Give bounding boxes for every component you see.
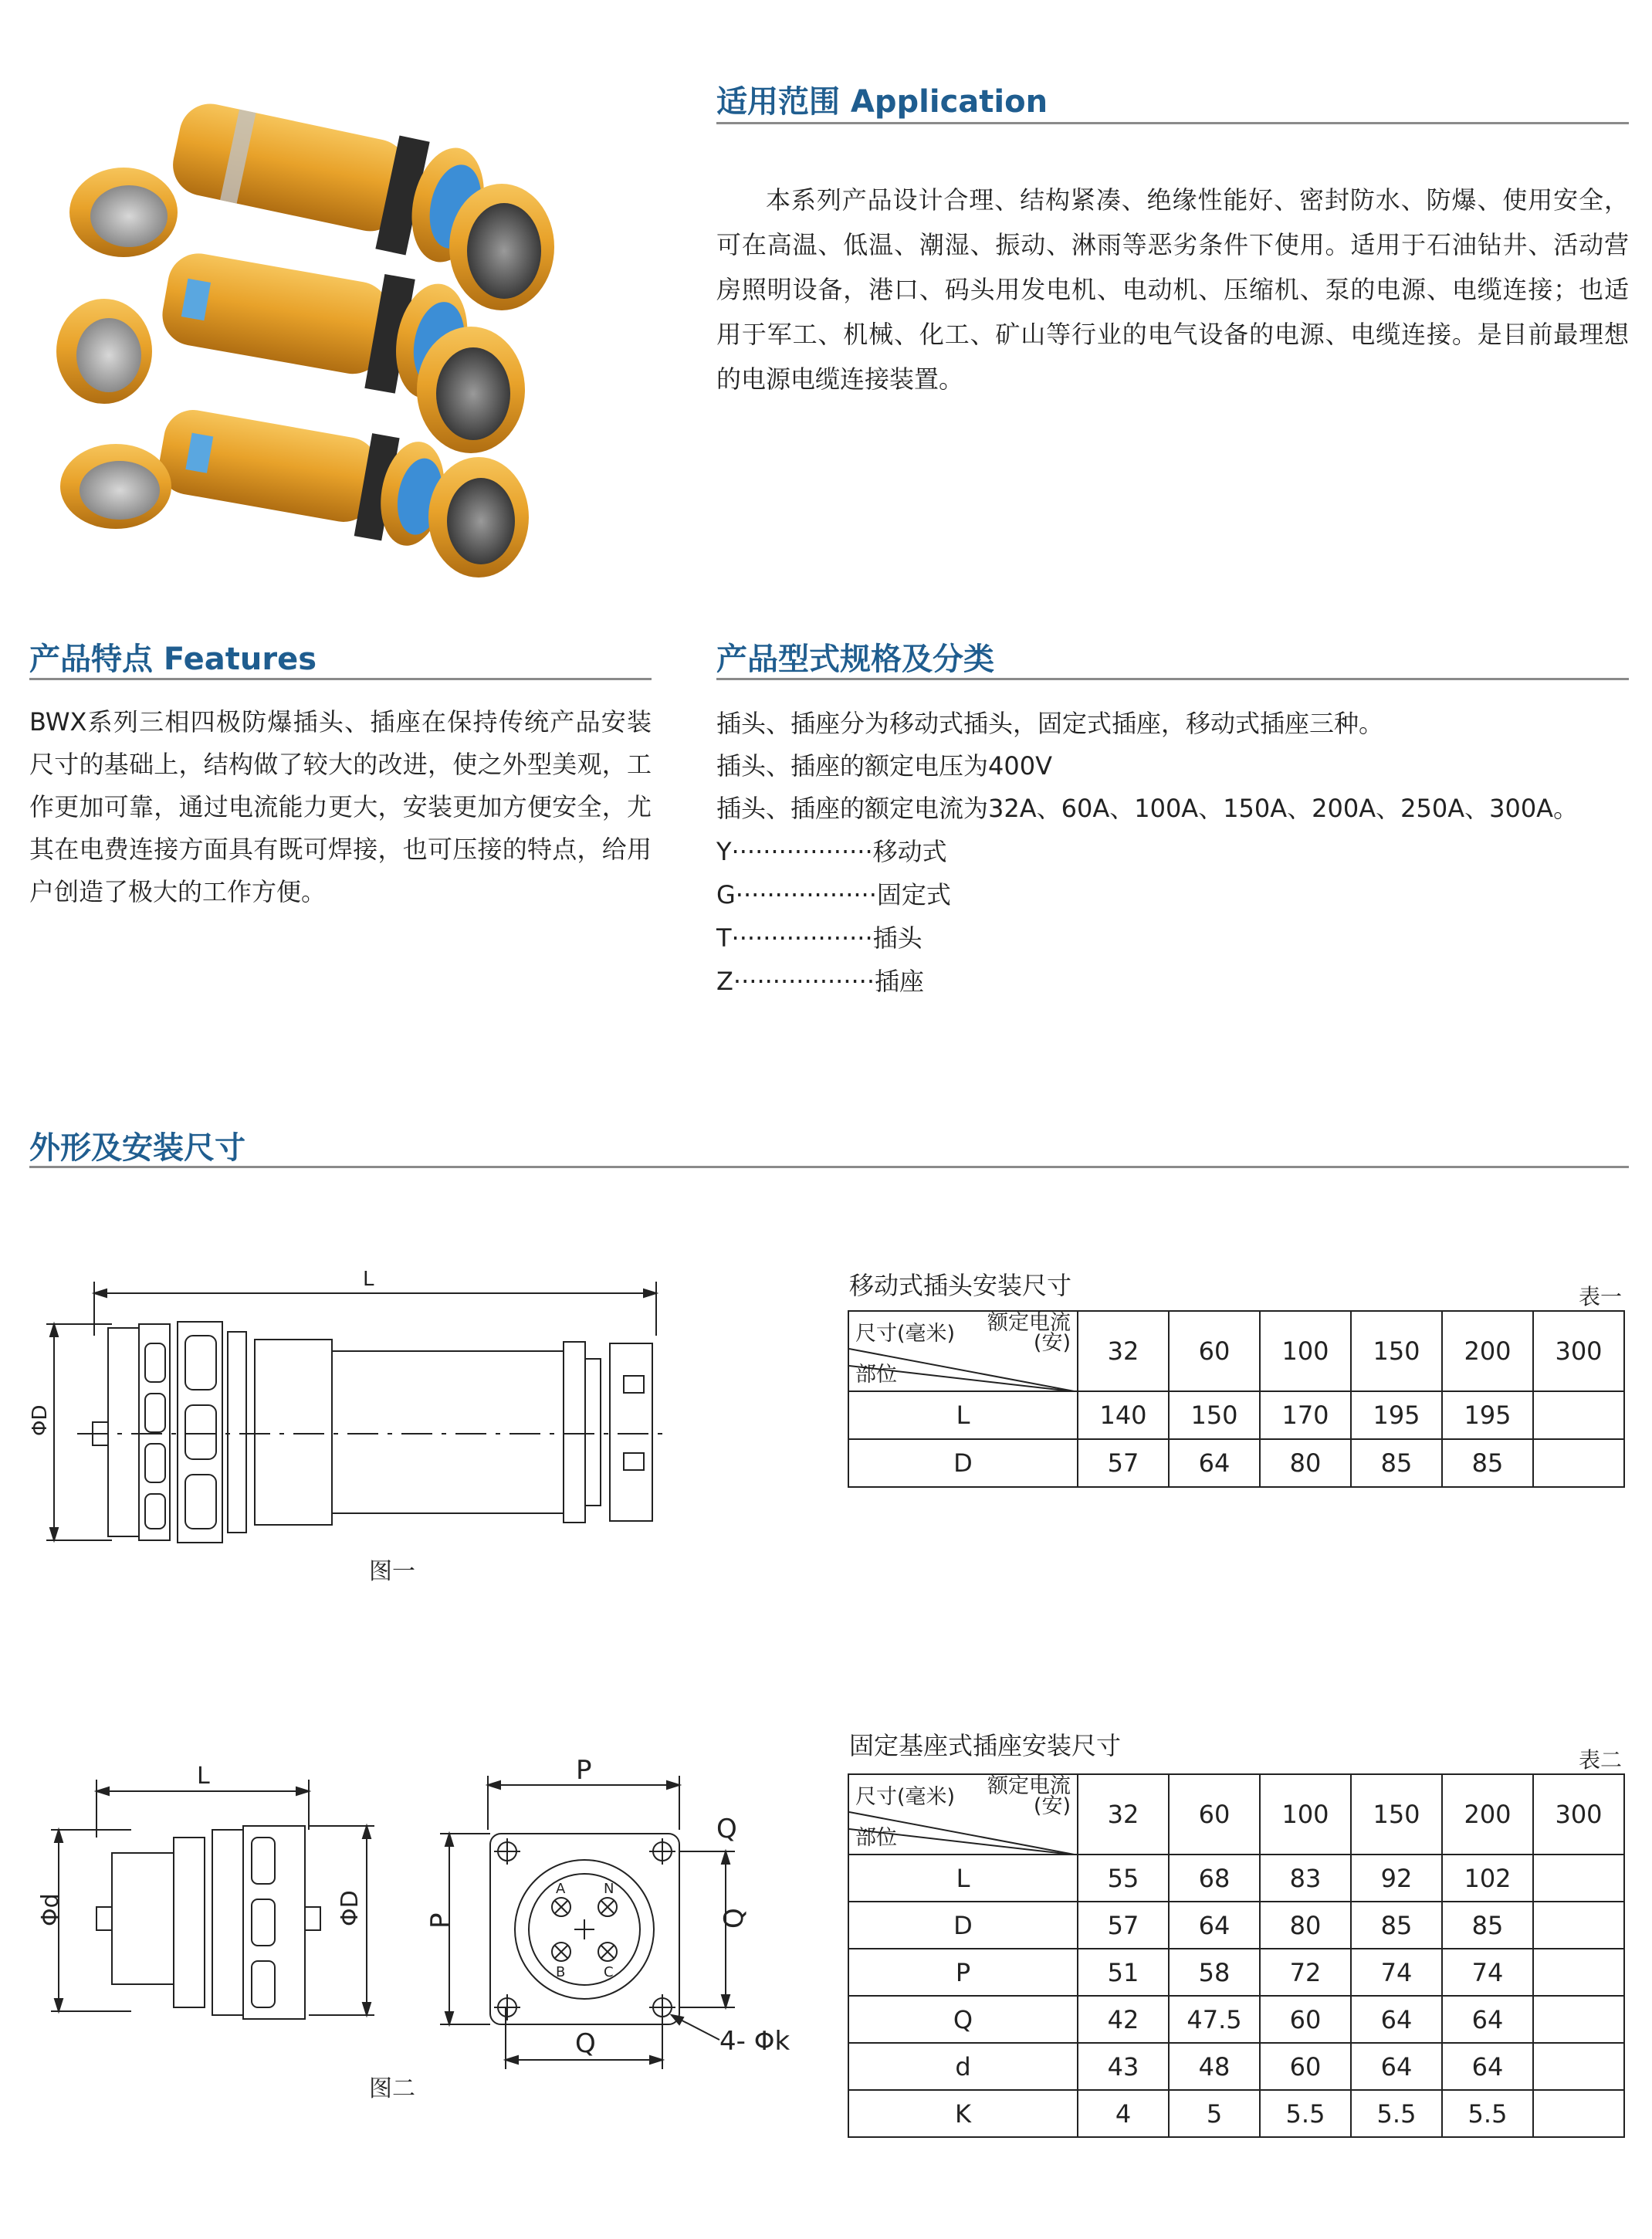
spec-line: 插头、插座分为移动式插头，固定式插座，移动式插座三种。 [716,709,1384,738]
table1-header-dim: 尺寸(毫米) [855,1322,956,1346]
table2-cell: 68 [1169,1855,1260,1902]
table2-cell: 74 [1351,1949,1442,1996]
spec-line: G··················固定式 [716,880,951,909]
mounting-hole [649,1994,675,2021]
table2-cell: 58 [1169,1949,1260,1996]
mounting-hole [494,1838,520,1865]
table2-row-label: Q [848,1996,1078,2043]
table1-cell: 80 [1260,1439,1351,1487]
table1-cell [1533,1439,1624,1487]
figure2-label-Q-right: Q [719,1908,750,1929]
pin-label-B: B [556,1964,566,1980]
table2-header-dim: 尺寸(毫米) [855,1785,956,1809]
spec-line: 插头、插座的额定电压为400V [716,751,1052,781]
features-text [29,701,652,913]
figure2-side-drawing [23,1753,394,2031]
table2-row-label: L [848,1855,1078,1902]
table2-cell [1533,1996,1624,2043]
table2-col-header: 300 [1533,1774,1624,1855]
application-paragraph: 本系列产品设计合理、结构紧凑、绝缘性能好、密封防水、防爆、使用安全，可在高温、低温、潮湿、振动、淋雨等恶劣条件下使用。适用于石油钻井、活动营房照明设备，港口、码头用发电机、电动机、压缩机、泵的电源、电缆连接；也适用于军工、机械、化工、矿山等行业的电气设备的电源、电缆连接。是目前最理想的电源电缆连接装置。 [716,185,1629,394]
table2-row-label: K [848,2090,1078,2137]
table-row [848,2090,1624,2137]
table1-cell: 140 [1078,1391,1169,1439]
figure1-label-D: ΦD [29,1404,52,1436]
table2-cell: 55 [1078,1855,1169,1902]
table2-cell: 72 [1260,1949,1351,1996]
table1-cell: 64 [1169,1439,1260,1487]
table2-header-part: 部位 [855,1826,897,1850]
table-row [848,1949,1624,1996]
table1-col-header: 100 [1260,1311,1351,1391]
table2-col-header: 200 [1442,1774,1533,1855]
product-photo [42,93,567,587]
table2-cell [1533,1855,1624,1902]
table1 [848,1310,1625,1488]
table2-cell: 5 [1169,2090,1260,2137]
pin-label-N: N [604,1881,614,1897]
features-title: 产品特点 Features [29,642,317,677]
table2-cell: 48 [1169,2043,1260,2090]
figure2-label-Q-bottom: Q [575,2028,596,2059]
table2-cell: 64 [1442,1996,1533,2043]
table1-col-header: 150 [1351,1311,1442,1391]
table2-cell: 51 [1078,1949,1169,1996]
table1-cell: 57 [1078,1439,1169,1487]
table2-col-header: 150 [1351,1774,1442,1855]
table2-col-header: 32 [1078,1774,1169,1855]
spec-line: 插头、插座的额定电流为32A、60A、100A、150A、200A、250A、300A。 [716,794,1579,823]
table2-cell: 85 [1442,1902,1533,1949]
figure2-front-drawing [417,1753,818,2077]
table-row [848,1902,1624,1949]
table2-row-label: P [848,1949,1078,1996]
table2-cell: 85 [1351,1902,1442,1949]
table2-col-header: 60 [1169,1774,1260,1855]
table2-cell: 57 [1078,1902,1169,1949]
table2-cell: 47.5 [1169,1996,1260,2043]
table2-number: 表二 [1579,1747,1623,1773]
table2-header-current: 额定电流 (安) [987,1774,1071,1818]
table2-row-label: d [848,2043,1078,2090]
table2-cell: 5.5 [1260,2090,1351,2137]
specs-title: 产品型式规格及分类 [716,642,994,677]
figure2-label-L: L [197,1763,210,1790]
table2-cell: 5.5 [1442,2090,1533,2137]
spec-line: Z··················插座 [716,967,925,996]
pin-label-C: C [604,1964,614,1980]
figure1-label-L: L [363,1268,374,1291]
table-row [848,1391,1624,1439]
table2-cell: 60 [1260,1996,1351,2043]
table2-cell: 64 [1169,1902,1260,1949]
spec-line: T··················插头 [716,923,922,953]
table1-cell: 195 [1442,1391,1533,1439]
application-title: 适用范围 Application [716,84,1048,120]
table2-cell [1533,2090,1624,2137]
table2 [848,1773,1625,2138]
table2-cell: 64 [1351,2043,1442,2090]
table2-cell: 64 [1351,1996,1442,2043]
features-rule [29,678,652,680]
table2-header-cell [848,1774,1078,1855]
figure2-label-D: ΦD [337,1890,364,1926]
table2-row-label: D [848,1902,1078,1949]
mounting-hole [494,1994,520,2021]
table1-cell: 150 [1169,1391,1260,1439]
table2-cell: 64 [1442,2043,1533,2090]
table1-col-header: 300 [1533,1311,1624,1391]
table2-cell: 5.5 [1351,2090,1442,2137]
table-row [848,2043,1624,2090]
table2-cell: 42 [1078,1996,1169,2043]
table1-cell: 85 [1351,1439,1442,1487]
table-row [848,1439,1624,1487]
features-paragraph: BWX系列三相四极防爆插头、插座在保持传统产品安装尺寸的基础上，结构做了较大的改进，使之外型美观，工作更加可靠，通过电流能力更大，安装更加方便安全，尤其在电费连接方面具有既可焊接，也可压接的特点，给用户创造了极大的工作方便。 [29,707,652,906]
table2-cell: 60 [1260,2043,1351,2090]
table1-header-part: 部位 [855,1363,897,1387]
mounting-hole [649,1838,675,1865]
figure2-label-P-top: P [576,1755,592,1786]
table1-cell: 195 [1351,1391,1442,1439]
figure2-caption: 图二 [369,2075,415,2102]
dimensions-title: 外形及安装尺寸 [29,1130,245,1166]
figure2-label-P-left: P [425,1912,456,1929]
table1-number: 表一 [1579,1284,1623,1309]
table1-row-label: L [848,1391,1078,1439]
table2-col-header: 100 [1260,1774,1351,1855]
specs-rule [716,678,1629,680]
table1-row-label: D [848,1439,1078,1487]
table1-header-current: 额定电流 (安) [987,1311,1071,1355]
application-rule [716,122,1629,124]
dimensions-rule [29,1166,1629,1168]
figure1-caption: 图一 [369,1558,415,1585]
figure1-drawing [23,1251,687,1560]
table1-cell [1533,1391,1624,1439]
table2-cell [1533,1949,1624,1996]
table2-cell: 80 [1260,1902,1351,1949]
table2-cell: 83 [1260,1855,1351,1902]
table1-title: 移动式插头安装尺寸 [849,1271,1072,1300]
pin-label-A: A [556,1881,566,1897]
table2-cell: 92 [1351,1855,1442,1902]
table2-cell [1533,2043,1624,2090]
figure2-label-d: Φd [37,1893,64,1926]
table2-cell: 4 [1078,2090,1169,2137]
table1-col-header: 60 [1169,1311,1260,1391]
figure2-label-hole: 4- Φk [719,2026,790,2057]
table1-cell: 85 [1442,1439,1533,1487]
table1-col-header: 200 [1442,1311,1533,1391]
table2-title: 固定基座式插座安装尺寸 [849,1731,1122,1760]
table1-cell: 170 [1260,1391,1351,1439]
table2-cell: 74 [1442,1949,1533,1996]
table1-col-header: 32 [1078,1311,1169,1391]
application-text [716,178,1629,401]
figure2-label-Q-right-top: Q [716,1814,737,1844]
table-row [848,1855,1624,1902]
spec-line: Y··················移动式 [716,837,947,866]
table-row [848,1996,1624,2043]
table2-cell: 43 [1078,2043,1169,2090]
table2-cell [1533,1902,1624,1949]
table2-cell: 102 [1442,1855,1533,1902]
table1-header-cell [848,1311,1078,1391]
